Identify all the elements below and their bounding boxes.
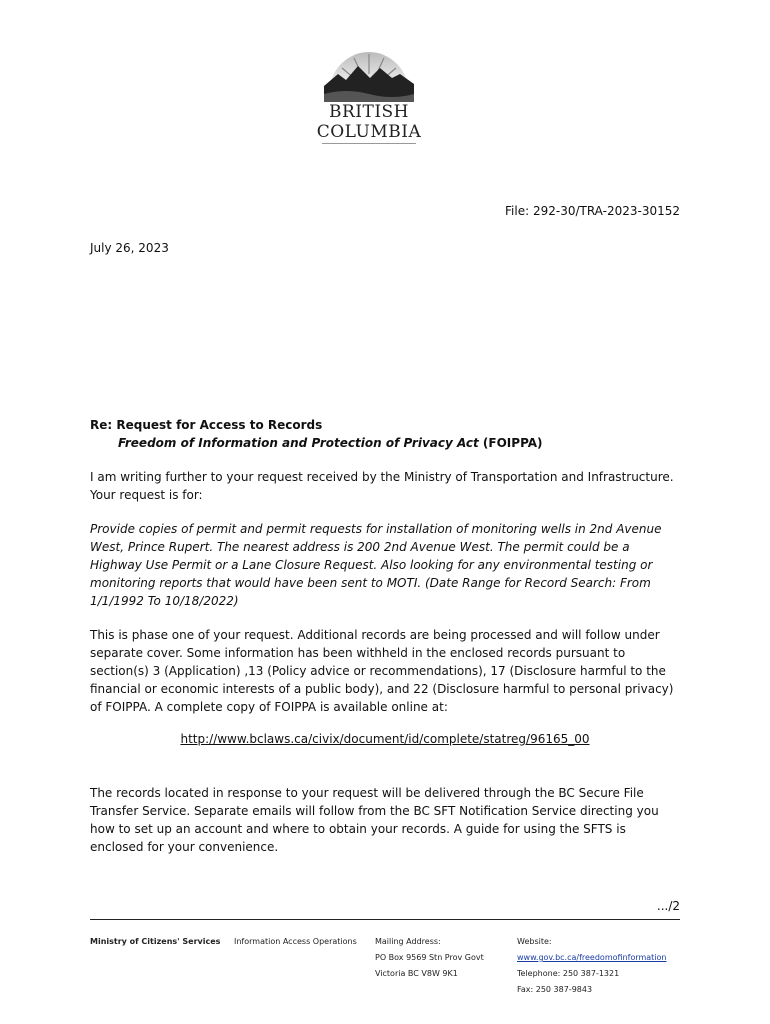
footer-ministry: Ministry of Citizens' Services — [90, 937, 221, 946]
file-reference: File: 292-30/TRA-2023-30152 — [505, 204, 680, 218]
footer-mailing — [375, 934, 484, 982]
website-link[interactable]: www.gov.bc.ca/freedomofinformation — [517, 953, 667, 962]
paragraph-delivery: The records located in response to your request will be delivered through the BC Secure File Transfer Service. Separate emails will follow from the BC SFT Notification Service directing you how to set up an account and where to obtain your records. A guide for using the SFTS is enclosed for your convenience. — [90, 786, 659, 854]
paragraph-intro: I am writing further to your request received by the Ministry of Transportation and Infrastructure. Your request is for: — [90, 470, 674, 502]
logo-text-columbia: COLUMBIA — [316, 122, 422, 142]
sun-mountain-icon — [324, 44, 414, 102]
footer-divider — [90, 919, 680, 920]
letter-date: July 26, 2023 — [90, 241, 169, 255]
bc-logo — [316, 44, 422, 148]
telephone: Telephone: 250 387-1321 — [517, 969, 620, 978]
paragraph-request: Provide copies of permit and permit requests for installation of monitoring wells in 2nd Avenue West, Prince Rupert. The nearest address is 200 2nd Avenue West. The permit could be a Highway Use Permit or a Lane Closure Request. Also looking for any environmental testing or monitoring reports that would have been sent to MOTI. (Date Range for Record Search: From 1/1/1992 To 10/18/2022) — [90, 522, 662, 608]
page-continuation: .../2 — [656, 899, 680, 913]
subject-act — [90, 434, 680, 452]
footer-contact — [517, 934, 667, 998]
mailing-label: Mailing Address: — [375, 937, 441, 946]
act-name: Freedom of Information and Protection of Privacy Act — [118, 436, 479, 450]
website-label: Website: — [517, 937, 552, 946]
mailing-line1: PO Box 9569 Stn Prov Govt — [375, 953, 484, 962]
act-abbrev: (FOIPPA) — [478, 436, 543, 450]
subject-line — [90, 416, 680, 452]
logo-rule — [322, 143, 416, 144]
fax: Fax: 250 387-9843 — [517, 985, 593, 994]
subject-title: Re: Request for Access to Records — [90, 418, 323, 432]
letter-body — [90, 416, 680, 856]
logo-text-british: BRITISH — [328, 102, 410, 122]
paragraph-phase: This is phase one of your request. Additional records are being processed and will follow under separate cover. Some information has been withheld in the enclosed records pursuant to section(s) 3 (Application) ,13 (Policy advice or recommendations), 17 (Disclosure harmful to the financial or economic interests of a public body), and 22 (Disclosure harmful to personal privacy) of FOIPPA. A complete copy of FOIPPA is available online at: — [90, 628, 674, 714]
footer-division: Information Access Operations — [234, 937, 357, 946]
mailing-line2: Victoria BC V8W 9K1 — [375, 969, 458, 978]
foippa-link[interactable]: http://www.bclaws.ca/civix/document/id/complete/statreg/96165_00 — [180, 732, 590, 746]
